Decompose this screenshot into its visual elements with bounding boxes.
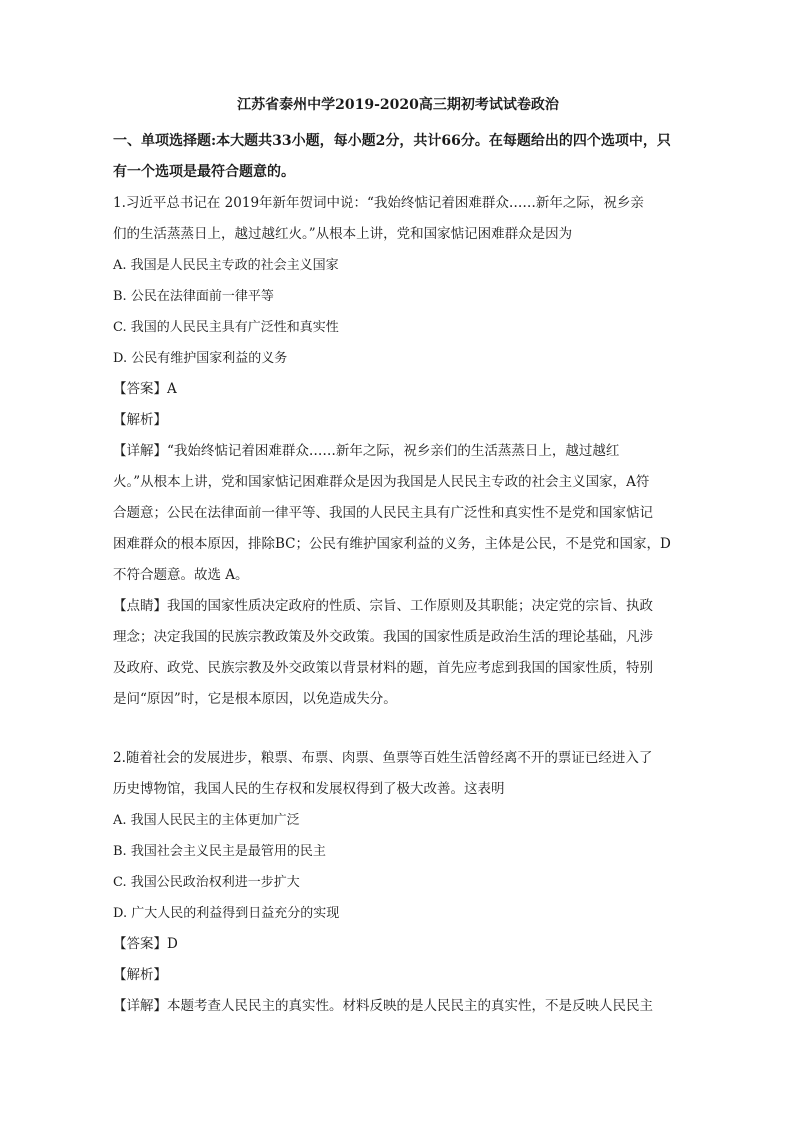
q2-detail-line-1: 【详解】本题考查人民民主的真实性。材料反映的是人民民主的真实性，不是反映人民民主 <box>113 998 653 1014</box>
q1-tip-line-4: 是问“原因”时，它是根本原因，以免造成失分。 <box>113 691 397 707</box>
section-heading-line-2: 有一个选项是最符合题意的。 <box>113 164 295 180</box>
q1-option-a: A. 我国是人民民主专政的社会主义国家 <box>113 258 339 273</box>
question-1 <box>113 188 683 715</box>
q2-analysis-label: 【解析】 <box>113 967 167 983</box>
q2-stem-line-1: 2.随着社会的发展进步，粮票、布票、肉票、鱼票等百姓生活曾经离不开的票证已经进入了 <box>113 750 653 766</box>
q1-detail-line-2: 火。”从根本上讲，党和国家惦记困难群众是因为我国是人民民主专政的社会主义国家，A符 <box>113 474 650 490</box>
q1-option-c: C. 我国的人民民主具有广泛性和真实性 <box>113 320 339 335</box>
q2-answer: 【答案】D <box>113 936 178 952</box>
q1-detail-line-5: 不符合题意。故选 A。 <box>113 567 249 583</box>
question-spacer <box>113 715 683 743</box>
q1-detail-line-3: 合题意；公民在法律面前一律平等、我国的人民民主具有广泛性和真实性不是党和国家惦记 <box>113 505 653 521</box>
q2-stem-line-2: 历史博物馆，我国人民的生存权和发展权得到了极大改善。这表明 <box>113 781 505 797</box>
q1-detail-line-4: 困难群众的根本原因，排除BC；公民有维护国家利益的义务，主体是公民，不是党和国家，D <box>113 536 671 552</box>
q1-answer: 【答案】A <box>113 381 177 397</box>
document-page <box>113 96 683 1022</box>
q1-analysis-label: 【解析】 <box>113 412 167 428</box>
question-2 <box>113 743 683 1022</box>
q1-stem-line-2: 们的生活蒸蒸日上，越过越红火。”从根本上讲，党和国家惦记困难群众是因为 <box>113 226 573 242</box>
q1-option-d: D. 公民有维护国家利益的义务 <box>113 351 288 366</box>
q2-option-d: D. 广大人民的利益得到日益充分的实现 <box>113 906 340 921</box>
q1-detail-line-1: 【详解】“我始终惦记着困难群众……新年之际，祝乡亲们的生活蒸蒸日上，越过越红 <box>113 443 620 459</box>
document-title: 江苏省泰州中学2019-2020高三期初考试试卷政治 <box>237 97 559 113</box>
section-heading-line-1: 一、单项选择题:本大题共33小题，每小题2分，共计66分。在每题给出的四个选项中，只 <box>113 133 671 149</box>
q1-stem-line-1: 1.习近平总书记在 2019年新年贺词中说：“我始终惦记着困难群众……新年之际，祝乡亲 <box>113 195 644 211</box>
q2-option-b: B. 我国社会主义民主是最管用的民主 <box>113 844 326 859</box>
q1-option-b: B. 公民在法律面前一律平等 <box>113 289 274 304</box>
q2-option-a: A. 我国人民民主的主体更加广泛 <box>113 813 300 828</box>
q1-tip-line-2: 理念；决定我国的民族宗教政策及外交政策。我国的国家性质是政治生活的理论基础，凡涉 <box>113 629 653 645</box>
q2-option-c: C. 我国公民政治权利进一步扩大 <box>113 875 300 890</box>
q1-tip-line-1: 【点睛】我国的国家性质决定政府的性质、宗旨、工作原则及其职能；决定党的宗旨、执政 <box>113 598 653 614</box>
q1-tip-line-3: 及政府、政党、民族宗教及外交政策以背景材料的题，首先应考虑到我国的国家性质，特别 <box>113 660 653 676</box>
